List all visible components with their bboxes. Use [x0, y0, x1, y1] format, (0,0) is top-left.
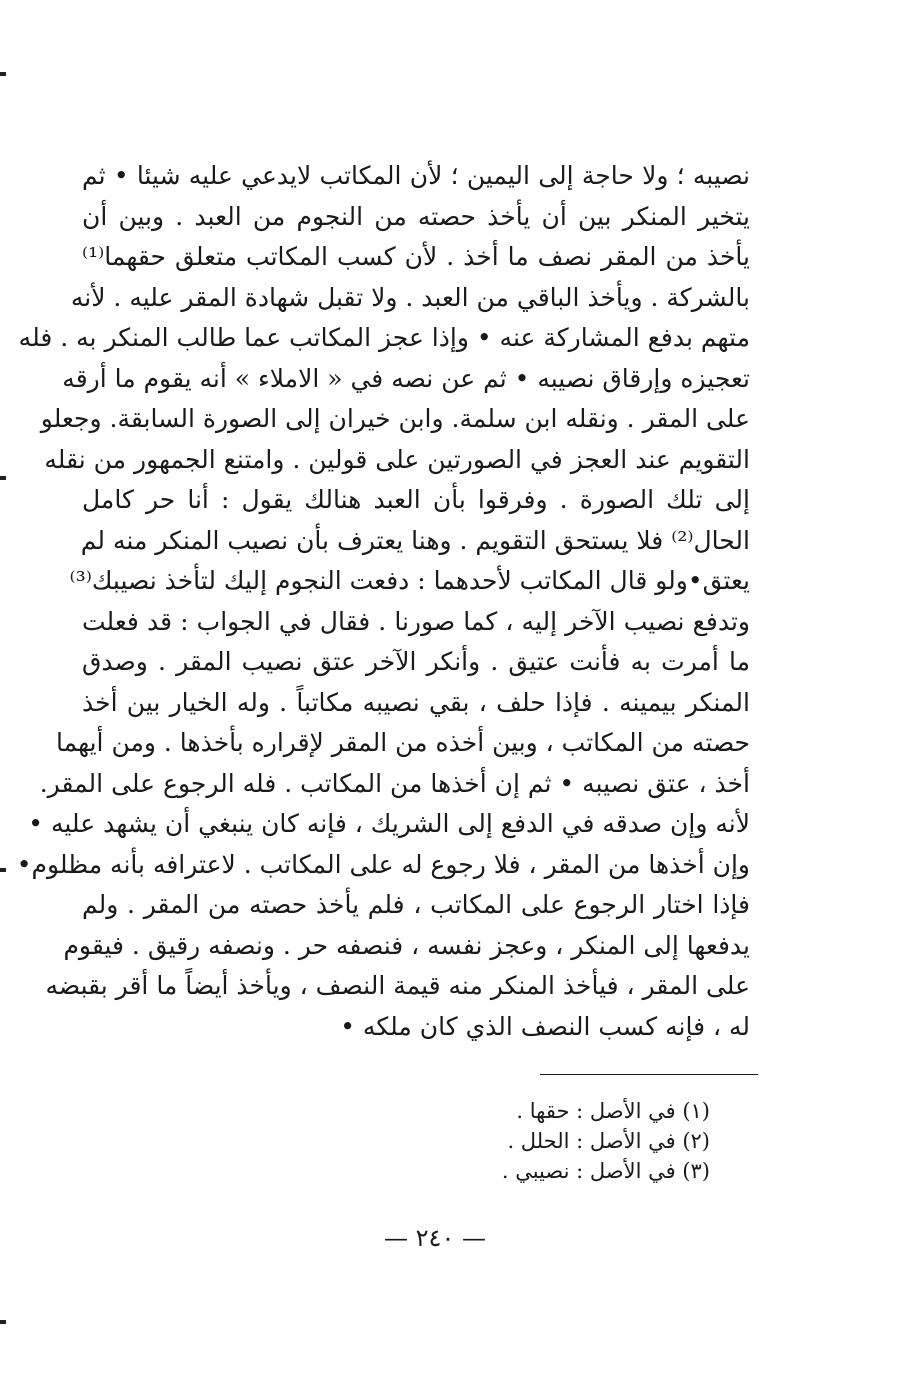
body-line: بالشركة . ويأخذ الباقي من العبد . ولا تقبل شهادة المقر عليه . لأنه	[70, 282, 750, 312]
footnote-1: (١) في الأصل : حقها .	[516, 1099, 710, 1123]
body-line: على المقر ، فيأخذ المنكر منه قيمة النصف ، ويأخذ أيضاً ما أقر بقبضه	[45, 971, 750, 1000]
body-line: أخذ ، عتق نصيبه • ثم إن أخذها من المكاتب . فله الرجوع على المقر.	[39, 768, 750, 798]
body-line: متهم بدفع المشاركة عنه • وإذا عجز المكاتب عما طالب المنكر به . فله	[18, 323, 750, 352]
body-line: المنكر بيمينه . فإذا حلف ، بقي نصيبه مكاتباً . وله الخيار بين أخذ	[82, 687, 750, 717]
body-line: على المقر . ونقله ابن سلمة. وابن خيران إلى الصورة السابقة. وجعلو	[40, 404, 750, 433]
body-line: يدفعها إلى المنكر ، وعجز نفسه ، فنصفه حر . ونصفه رقيق . فيقوم	[63, 930, 750, 960]
scan-edge-mark	[0, 72, 6, 76]
body-line: إلى تلك الصورة . وفرقوا بأن العبد هنالك يقول : أنا حر كامل	[82, 485, 750, 514]
body-line: فإذا اختار الرجوع على المكاتب ، فلم يأخذ حصته من المقر . ولم	[82, 890, 750, 919]
body-line: وإن أخذها من المقر ، فلا رجوع له على المكاتب . لاعترافه بأنه مظلوم•	[16, 849, 750, 879]
scan-edge-mark	[0, 868, 6, 872]
body-line: التقويم عند العجز في الصورتين على قولين . وامتنع الجمهور من نقله	[44, 444, 750, 474]
body-line: نصيبه ؛ ولا حاجة إلى اليمين ؛ لأن المكاتب لايدعي عليه شيئا • ثم	[82, 161, 750, 190]
scan-edge-mark	[0, 1320, 6, 1324]
page-number: — ٢٤٠ —	[384, 1224, 486, 1252]
body-line: تعجيزه وإرقاق نصيبه • ثم عن نصه في « الاملاء » أنه يقوم ما أرقه	[62, 363, 750, 393]
footnote-2: (٢) في الأصل : الحلل .	[507, 1129, 710, 1153]
body-line: له ، فإنه كسب النصف الذي كان ملكه •	[340, 1011, 750, 1041]
body-line: يأخذ من المقر نصف ما أخذ . لأن كسب المكاتب متعلق حقهما⁽¹⁾	[82, 242, 750, 271]
body-line: حصته من المكاتب ، وبين أخذه من المقر لإقراره بأخذها . ومن أيهما	[56, 728, 750, 757]
footnotes	[502, 1096, 710, 1186]
body-line: يتخير المنكر بين أن يأخذ حصته من النجوم من العبد . وبين أن	[82, 201, 750, 231]
body-line: الحال⁽²⁾ فلا يستحق التقويم . وهنا يعترف بأن نصيب المنكر منه لم	[80, 525, 750, 555]
body-line: وتدفع نصيب الآخر إليه ، كما صورنا . فقال في الجواب : قد فعلت	[82, 606, 750, 636]
body-line: لأنه وإن صدقه في الدفع إلى الشريك ، فإنه كان ينبغي أن يشهد عليه •	[28, 809, 750, 838]
body-line: ما أمرت به فأنت عتيق . وأنكر الآخر عتق نصيب المقر . وصدق	[82, 647, 750, 676]
scan-edge-mark	[0, 476, 6, 480]
footnote-separator	[540, 1074, 758, 1075]
body-line: يعتق•ولو قال المكاتب لأحدهما : دفعت النجوم إليك لتأخذ نصيبك⁽³⁾	[69, 566, 750, 595]
footnote-3: (٣) في الأصل : نصيبي .	[501, 1159, 710, 1183]
